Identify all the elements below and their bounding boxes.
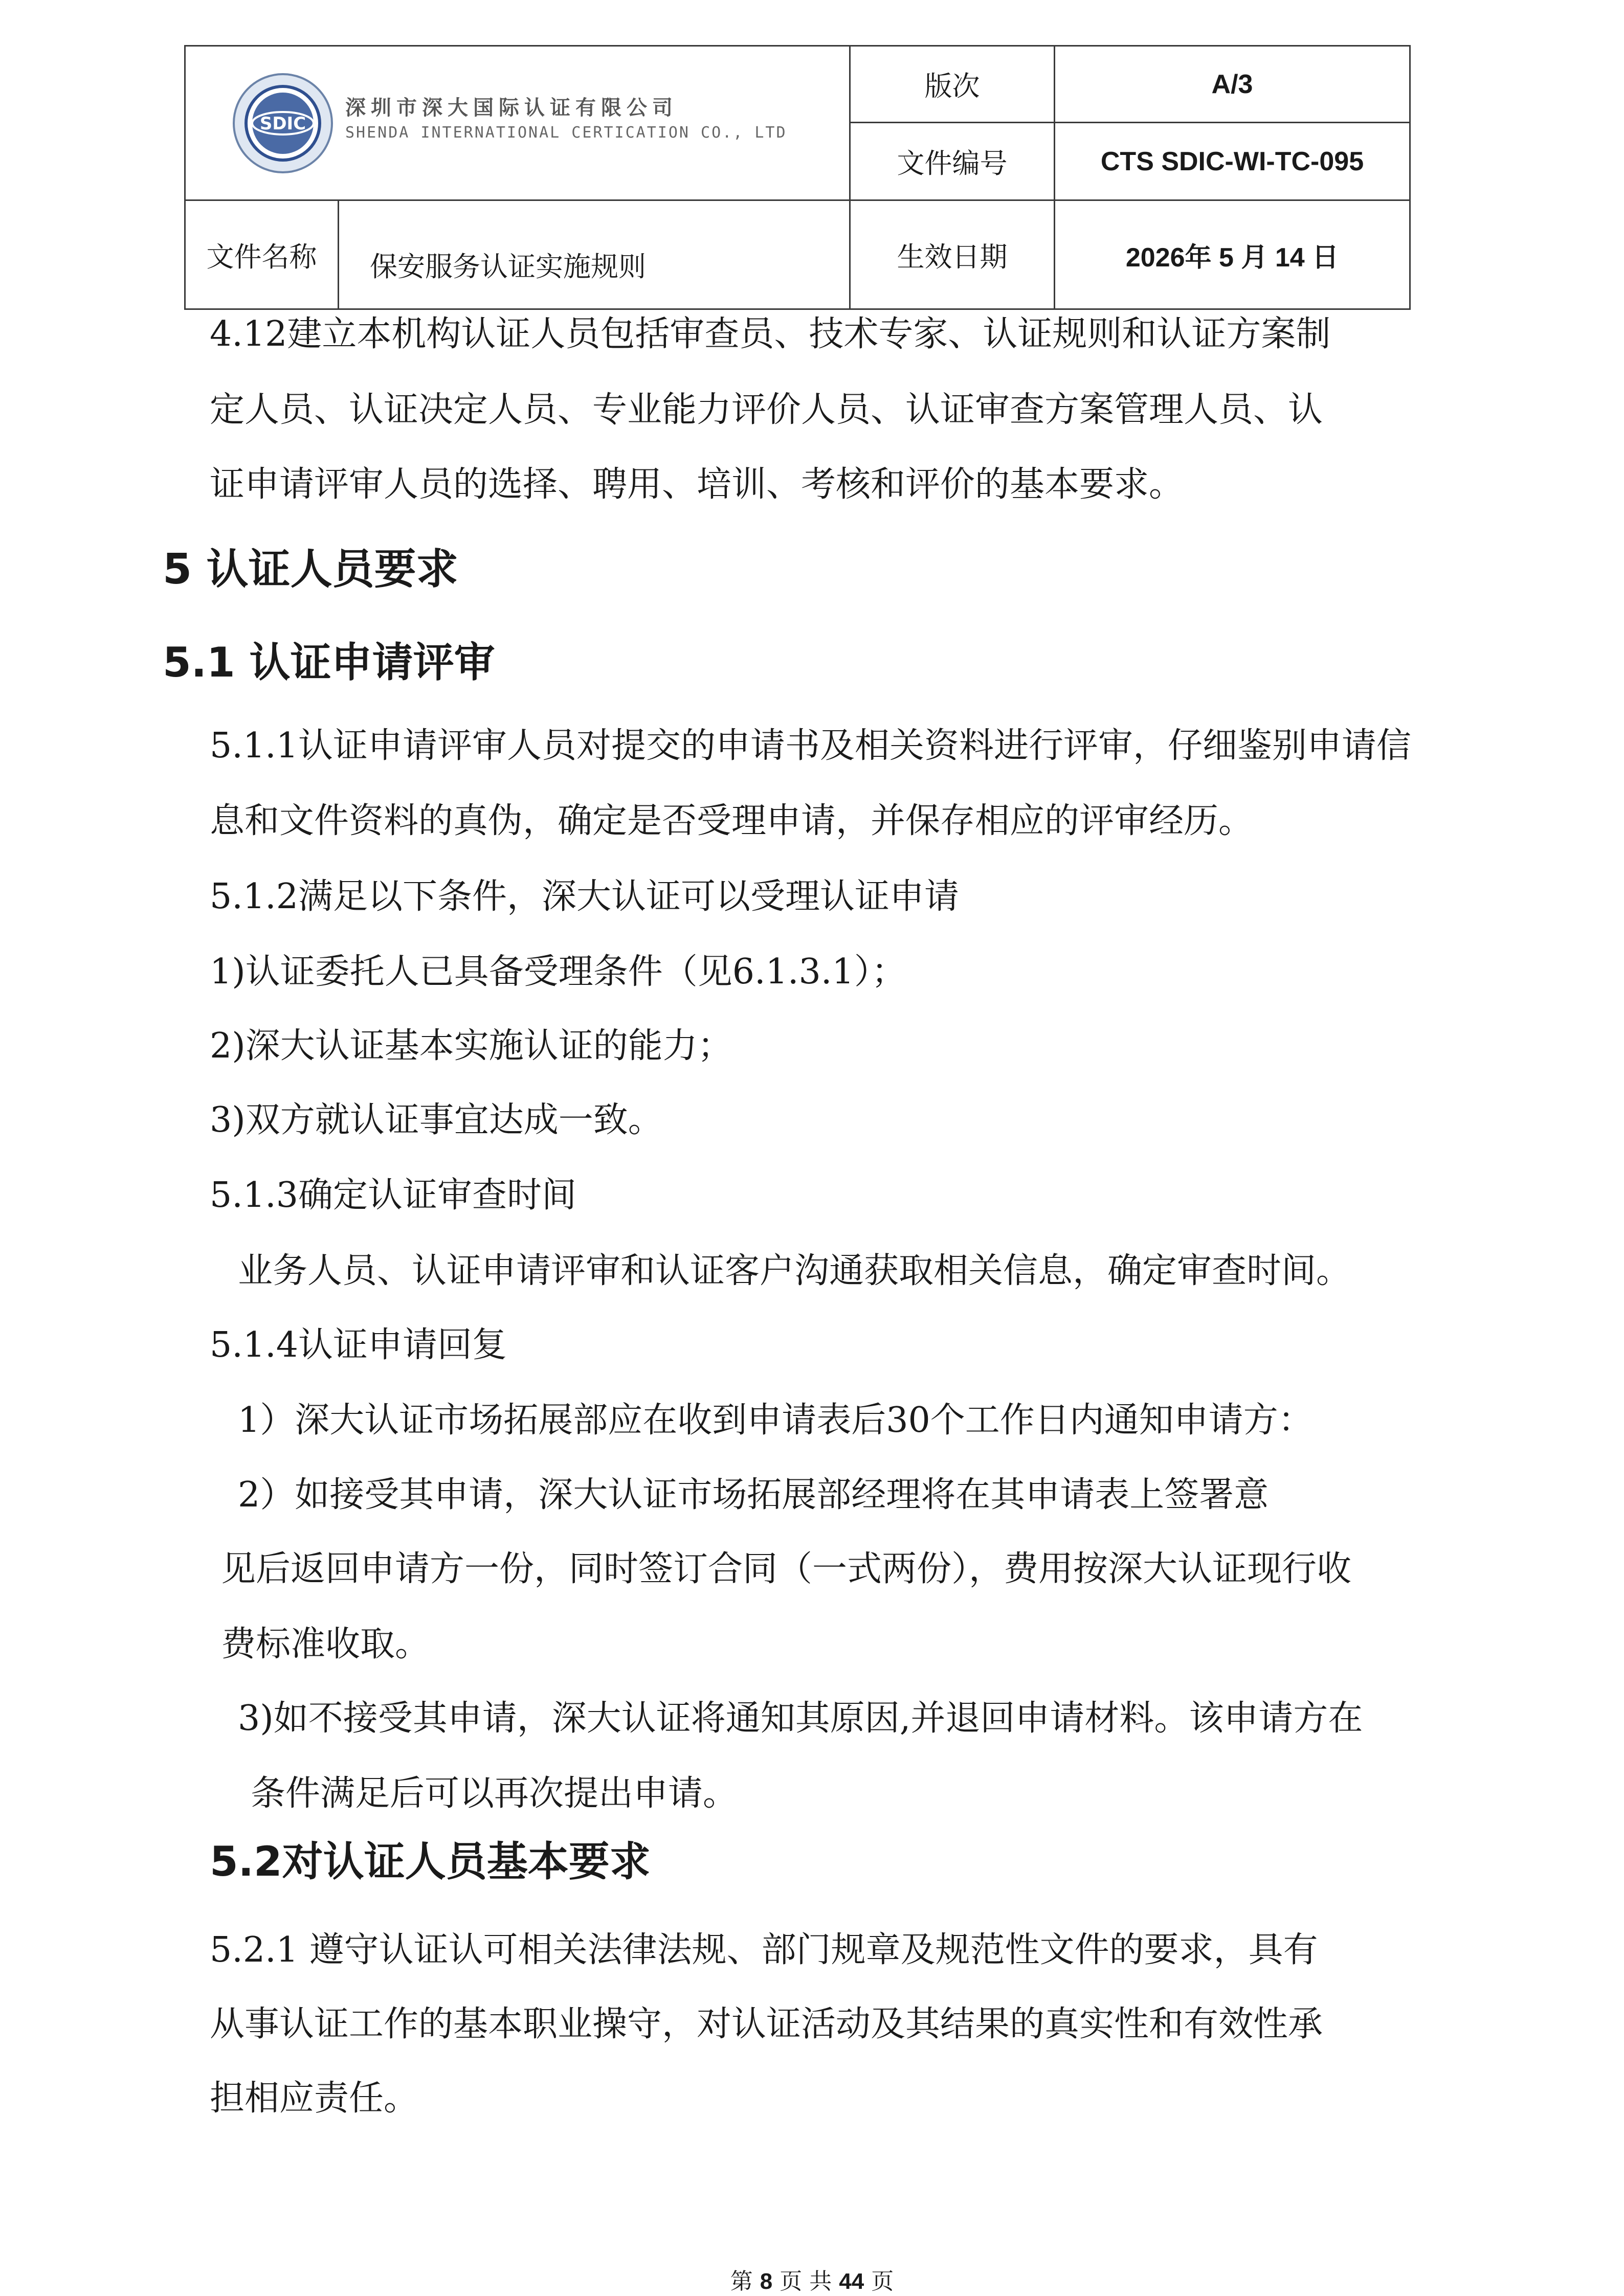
footer-page-number: 8 (760, 2269, 773, 2294)
company-name-cn: 深圳市深大国际认证有限公司 (345, 96, 678, 120)
para-5-1-3-body: 业务人员、认证申请评审和认证客户沟通获取相关信息，确定审查时间。 (238, 1251, 1351, 1291)
para-5-2-1-line2: 从事认证工作的基本职业操守，对认证活动及其结果的真实性和有效性承 (210, 2004, 1323, 2044)
para-5-1-4-item3-line1: 3)如不接受其申请，深大认证将通知其原因,并退回申请材料。该申请方在 (238, 1698, 1363, 1739)
effective-date-value: 2026年 5 月 14 日 (1055, 200, 1410, 309)
para-5-1-4: 5.1.4认证申请回复 (210, 1325, 507, 1365)
para-5-1-4-item2-line2: 见后返回申请方一份，同时签订合同（一式两份），费用按深大认证现行收 (221, 1549, 1352, 1589)
heading-5: 5 认证人员要求 (163, 545, 458, 594)
company-name-en: SHENDA INTERNATIONAL CERTICATION CO., LTD (345, 123, 787, 142)
para-5-1-2-item2: 2)深大认证基本实施认证的能力； (210, 1026, 732, 1066)
footer-total-pages: 44 (839, 2269, 864, 2294)
doc-no-label: 文件编号 (850, 123, 1055, 200)
para-5-1-4-item2-line1: 2）如接受其申请，深大认证市场拓展部经理将在其申请表上签署意 (238, 1475, 1269, 1515)
para-5-1-4-item3-line2: 条件满足后可以再次提出申请。 (251, 1773, 738, 1814)
document-header-table (184, 45, 1411, 310)
version-label: 版次 (850, 46, 1055, 123)
para-5-1-4-item2-line3: 费标准收取。 (221, 1624, 430, 1664)
para-5-1-2: 5.1.2满足以下条件，深大认证可以受理认证申请 (210, 876, 960, 917)
footer-mid: 页 共 (780, 2268, 832, 2294)
footer-prefix: 第 (730, 2268, 753, 2294)
version-value: A/3 (1055, 46, 1410, 123)
para-5-1-1-line1: 5.1.1认证申请评审人员对提交的申请书及相关资料进行评审，仔细鉴别申请信 (210, 726, 1412, 766)
para-5-1-2-item1: 1)认证委托人已具备受理条件（见6.1.3.1）； (210, 952, 906, 992)
para-5-1-1-line2: 息和文件资料的真伪，确定是否受理申请，并保存相应的评审经历。 (210, 801, 1254, 841)
doc-name-value: 保安服务认证实施规则 (339, 200, 850, 309)
para-5-2-1-line3: 担相应责任。 (210, 2078, 419, 2119)
para-5-1-3: 5.1.3确定认证审查时间 (210, 1175, 577, 1215)
footer-suffix: 页 (871, 2268, 894, 2294)
heading-5-1: 5.1 认证申请评审 (163, 639, 495, 686)
para-5-2-1-line1: 5.2.1 遵守认证认可相关法律法规、部门规章及规范性文件的要求，具有 (210, 1930, 1318, 1970)
heading-5-2: 5.2对认证人员基本要求 (210, 1838, 651, 1885)
page-footer (0, 2263, 1624, 2295)
company-logo-cell (185, 46, 850, 200)
para-5-1-2-item3: 3)双方就认证事宜达成一致。 (210, 1100, 663, 1140)
para-4-12-line3: 证申请评审人员的选择、聘用、培训、考核和评价的基本要求。 (210, 464, 1184, 505)
doc-no-value: CTS SDIC-WI-TC-095 (1055, 123, 1410, 200)
doc-name-label: 文件名称 (185, 200, 339, 309)
para-5-1-4-item1: 1）深大认证市场拓展部应在收到申请表后30个工作日内通知申请方： (238, 1400, 1313, 1440)
company-logo-icon (232, 72, 334, 174)
logo-letters: SDIC (259, 113, 306, 134)
para-4-12-line2: 定人员、认证决定人员、专业能力评价人员、认证审查方案管理人员、认 (210, 390, 1323, 430)
para-4-12-line1: 4.12建立本机构认证人员包括审查员、技术专家、认证规则和认证方案制 (210, 314, 1331, 354)
effective-date-label: 生效日期 (850, 200, 1055, 309)
